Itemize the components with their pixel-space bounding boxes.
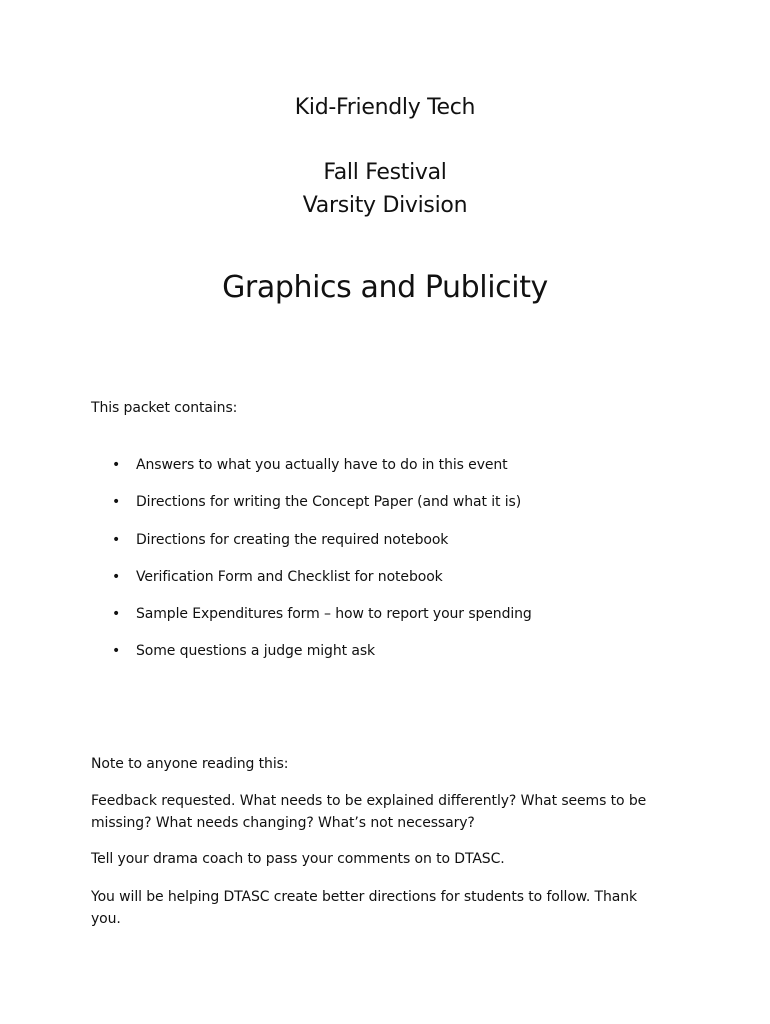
intro-text: This packet contains:	[91, 400, 238, 416]
list-item-text: Directions for writing the Concept Paper (and what it is)	[136, 494, 522, 510]
bullet-icon: •	[112, 457, 121, 473]
list-item-text: Sample Expenditures form – how to report your spending	[136, 606, 532, 622]
list-item-text: Verification Form and Checklist for notebook	[136, 569, 443, 585]
bullet-icon: •	[112, 569, 121, 585]
list-item-text: Answers to what you actually have to do in this event	[136, 457, 508, 473]
header-division: Varsity Division	[302, 193, 468, 218]
page-title: Graphics and Publicity	[222, 270, 548, 305]
list-item-text: Directions for creating the required notebook	[136, 532, 449, 548]
list-item-text: Some questions a judge might ask	[136, 643, 376, 659]
bullet-icon: •	[112, 494, 121, 510]
note-paragraph-thanks: You will be helping DTASC create better directions for students to follow. Thank you.	[91, 889, 638, 927]
header-event: Fall Festival	[323, 160, 447, 185]
note-paragraph-feedback: Feedback requested. What needs to be explained differently? What seems to be missing? What needs changing? What’s not necessary?	[91, 793, 647, 831]
bullet-icon: •	[112, 643, 121, 659]
note-heading: Note to anyone reading this:	[91, 756, 289, 772]
note-paragraph-coach: Tell your drama coach to pass your comments on to DTASC.	[91, 851, 505, 867]
bullet-icon: •	[112, 532, 121, 548]
bullet-icon: •	[112, 606, 121, 622]
header-org: Kid-Friendly Tech	[294, 95, 476, 120]
